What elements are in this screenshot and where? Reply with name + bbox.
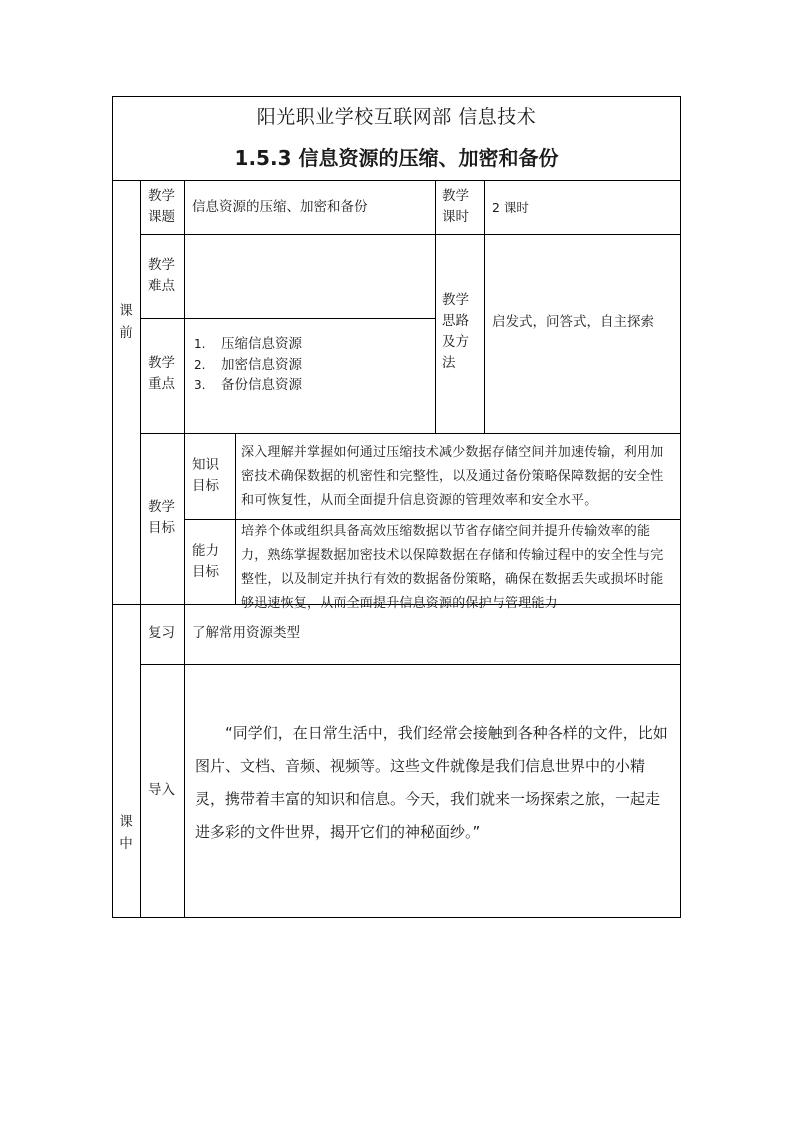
hours-label: 教学课时 — [442, 188, 469, 225]
hours-value: 2 课时 — [492, 200, 529, 215]
review-text: 了解常用资源类型 — [192, 625, 300, 641]
list-item: 1. 压缩信息资源 — [194, 336, 302, 352]
rule — [140, 664, 681, 665]
rule — [140, 433, 681, 434]
topic-value: 信息资源的压缩、加密和备份 — [192, 199, 368, 215]
lesson-plan-table — [112, 96, 681, 918]
key-points-list — [194, 334, 430, 396]
lesson-title: 1.5.3 信息资源的压缩、加密和备份 — [234, 146, 559, 170]
ability-label: 能力目标 — [192, 543, 219, 580]
rule — [484, 180, 485, 433]
rule — [184, 180, 185, 918]
intro-text: “同学们，在日常生活中，我们经常会接触到各种各样的文件，比如图片、文档、音频、视频等。这些文件就像是我们信息世界中的小精灵，携带着丰富的知识和信息。今天，我们就来一场探索之旅，一起走进多彩的文件世界，揭开它们的神秘面纱。” — [195, 724, 668, 841]
method-label: 教学思路及方法 — [442, 292, 469, 371]
knowledge-text: 深入理解并掌握如何通过压缩技术减少数据存储空间并加速传输，利用加密技术确保数据的机密性和完整性，以及通过备份策略保障数据的安全性和可恢复性，从而全面提升信息资源的管理效率和安全水平。 — [241, 445, 664, 508]
goals-label: 教学目标 — [148, 499, 175, 536]
rule — [112, 180, 681, 181]
border-bottom — [112, 917, 681, 918]
list-item: 3. 备份信息资源 — [194, 377, 302, 393]
section-in-class: 课中 — [119, 814, 133, 852]
topic-label: 教学课题 — [148, 188, 175, 225]
knowledge-label: 知识目标 — [192, 457, 219, 494]
list-item: 2. 加密信息资源 — [194, 356, 302, 373]
school-line: 阳光职业学校互联网部 信息技术 — [256, 106, 537, 128]
review-label: 复习 — [148, 625, 175, 641]
border-top — [112, 96, 681, 97]
section-pre-class: 课前 — [119, 303, 133, 341]
border-left — [112, 96, 113, 918]
ability-text: 培养个体或组织具备高效压缩数据以节省存储空间并提升传输效率的能力，熟练掌握数据加密技术以保障数据在存储和传输过程中的安全性与完整性，以及制定并执行有效的数据备份策略，确保在数据丢失或损坏时能够迅速恢复，从而全面提升信息资源的保护与管理能力 — [241, 524, 664, 611]
border-right — [680, 96, 681, 918]
rule — [140, 318, 436, 319]
difficulty-label: 教学难点 — [148, 257, 175, 294]
method-value: 启发式，问答式，自主探索 — [492, 314, 654, 330]
key-points-label: 教学重点 — [148, 355, 175, 392]
rule — [140, 234, 681, 235]
rule — [435, 180, 436, 433]
rule — [140, 180, 141, 918]
intro-label: 导入 — [148, 782, 175, 798]
